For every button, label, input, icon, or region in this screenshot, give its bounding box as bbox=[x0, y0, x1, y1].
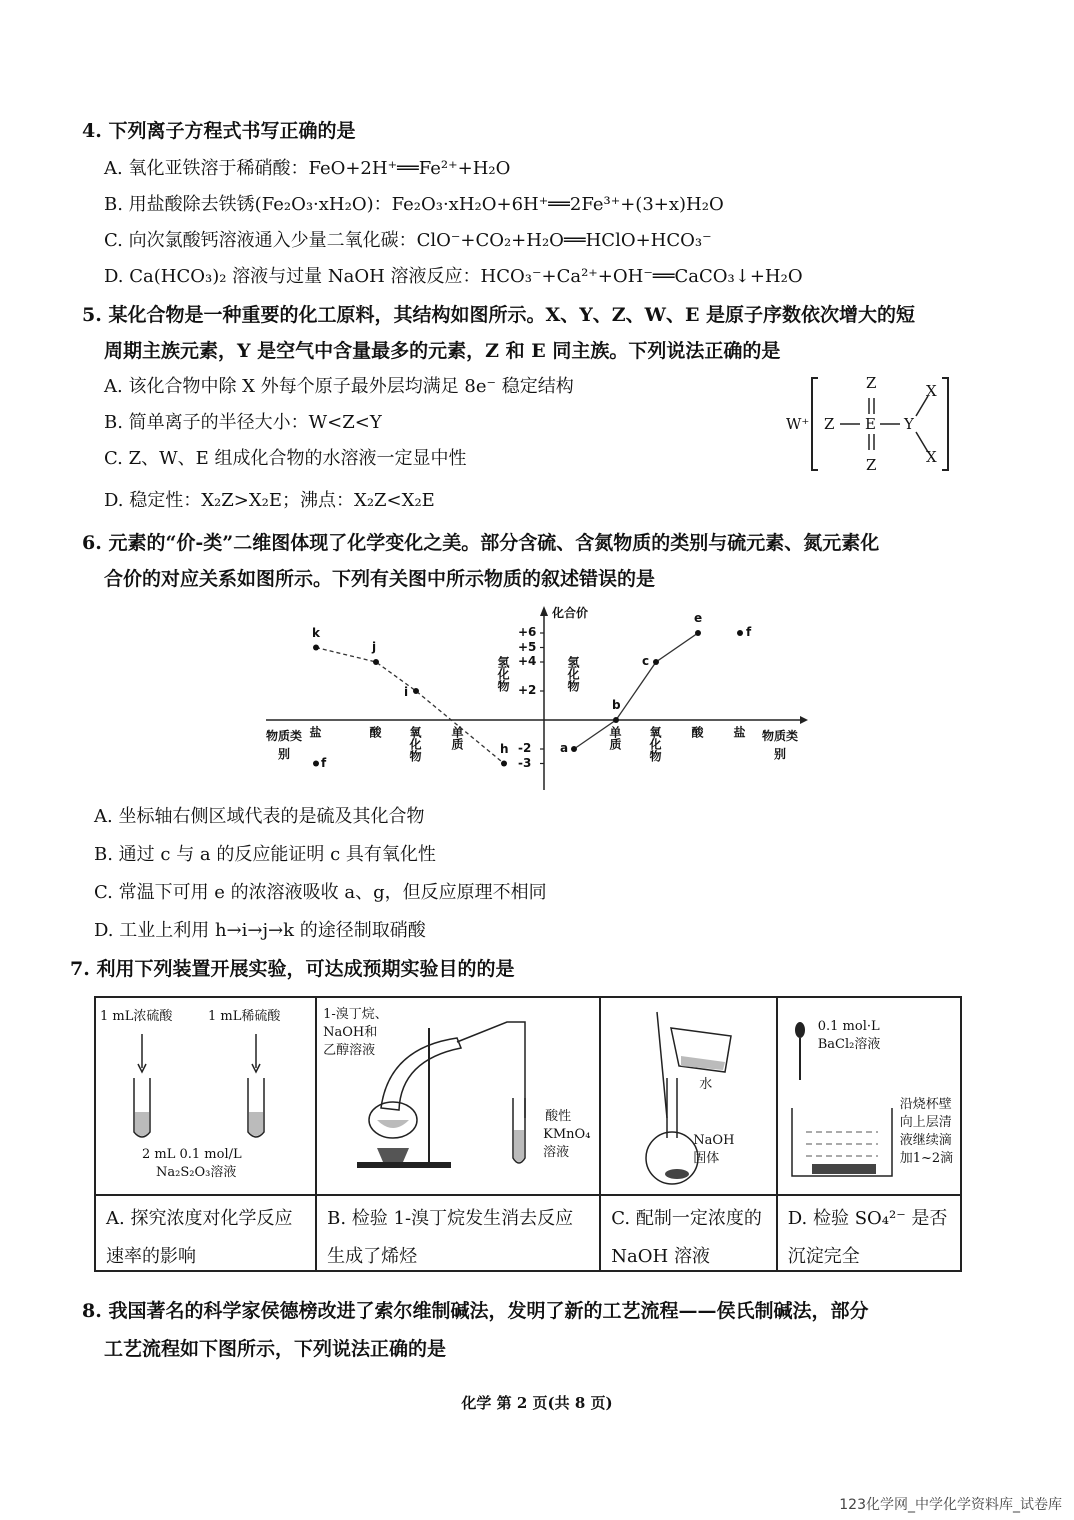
category-label-right: 氧化物 bbox=[648, 726, 662, 762]
apparatus-table bbox=[94, 996, 962, 1272]
category-label-left: 酸 bbox=[368, 726, 382, 738]
b-label-3: 乙醇溶液 bbox=[323, 1043, 376, 1058]
b-label-2: NaOH和 bbox=[323, 1025, 378, 1040]
structure-e: E bbox=[865, 415, 876, 433]
q5-option-b: B. 简单离子的半径大小：W<Z<Y bbox=[104, 412, 382, 433]
x-axis-arrow bbox=[800, 716, 808, 724]
y-tick-label: +4 bbox=[518, 654, 537, 668]
y-tick-label: -2 bbox=[518, 741, 532, 755]
q6-stem-line2: 合价的对应关系如图所示。下列有关图中所示物质的叙述错误的是 bbox=[104, 568, 656, 590]
y-axis-label: 化合价 bbox=[552, 606, 589, 620]
q6-option-d: D. 工业上利用 h→i→j→k 的途径制取硝酸 bbox=[94, 920, 426, 941]
point-c bbox=[653, 659, 659, 665]
point-label-h: h bbox=[500, 741, 509, 756]
apparatus-c bbox=[600, 997, 776, 1271]
category-label-right: 盐 bbox=[732, 726, 746, 738]
q8-stem-line2: 工艺流程如下图所示，下列说法正确的是 bbox=[104, 1338, 447, 1360]
point-h bbox=[501, 761, 507, 767]
category-label-right: 单质 bbox=[608, 726, 622, 750]
caption-b: B. 检验 1-溴丁烷发生消去反应生成了烯烃 bbox=[317, 1194, 599, 1270]
c-label-water: 水 bbox=[699, 1077, 713, 1092]
b-label-4: 酸性 bbox=[545, 1109, 572, 1124]
test-tubes-icon bbox=[96, 1028, 318, 1148]
c-label-solid: 固体 bbox=[693, 1151, 720, 1166]
y-tick-label: +5 bbox=[518, 639, 537, 654]
category-label-left: 盐 bbox=[308, 726, 322, 738]
y-tick-label: -3 bbox=[518, 755, 532, 770]
q6-option-c: C. 常温下可用 e 的浓溶液吸收 a、g，但反应原理不相同 bbox=[94, 882, 547, 903]
q6-option-b: B. 通过 c 与 a 的反应能证明 c 具有氧化性 bbox=[94, 844, 436, 865]
point-label-f: f bbox=[321, 755, 327, 770]
y-tick-label: +2 bbox=[518, 683, 537, 697]
structure-z-left: Z bbox=[824, 415, 835, 433]
q4-option-a: A. 氧化亚铁溶于稀硝酸：FeO+2H⁺══Fe²⁺+H₂O bbox=[104, 158, 511, 179]
b-label-6: 溶液 bbox=[543, 1145, 570, 1160]
category-label-left: 氧化物 bbox=[408, 726, 422, 762]
caption-c: C. 配制一定浓度的 NaOH 溶液 bbox=[601, 1194, 775, 1270]
c-label-naoh: NaOH bbox=[693, 1133, 735, 1148]
category-label-right: 氢化物 bbox=[566, 656, 580, 692]
sulfur-line bbox=[574, 633, 698, 749]
point-k bbox=[313, 645, 319, 651]
category-label-left: 氢化物 bbox=[496, 656, 510, 692]
d-label-2: BaCl₂溶液 bbox=[817, 1037, 881, 1052]
apparatus-d bbox=[777, 997, 961, 1271]
point-a bbox=[571, 746, 577, 752]
q5-stem-line1: 5. 某化合物是一种重要的化工原料，其结构如图所示。X、Y、Z、W、E 是原子序数依次增大的短 bbox=[82, 304, 916, 326]
point-label-f: f bbox=[746, 625, 752, 639]
point-label-i: i bbox=[404, 685, 409, 699]
point-e bbox=[695, 630, 701, 636]
q5-stem-line2: 周期主族元素，Y 是空气中含量最多的元素，Z 和 E 同主族。下列说法正确的是 bbox=[104, 340, 781, 362]
b-label-1: 1-溴丁烷、 bbox=[323, 1007, 388, 1022]
q4-option-b: B. 用盐酸除去铁锈(Fe₂O₃·xH₂O)：Fe₂O₃·xH₂O+6H⁺══2Fe³⁺+(3+x)H₂O bbox=[104, 194, 724, 215]
q4-option-d: D. Ca(HCO₃)₂ 溶液与过量 NaOH 溶液反应：HCO₃⁻+Ca²⁺+OH⁻══CaCO₃↓+H₂O bbox=[104, 266, 803, 287]
q8-stem-line1: 8. 我国著名的科学家侯德榜改进了索尔维制碱法，发明了新的工艺流程——侯氏制碱法，部分 bbox=[82, 1300, 869, 1322]
q7-stem: 7. 利用下列装置开展实验，可达成预期实验目的的是 bbox=[70, 958, 515, 980]
a-label-solution2: Na₂S₂O₃溶液 bbox=[156, 1165, 237, 1180]
b-label-5: KMnO₄ bbox=[543, 1127, 591, 1142]
point-f bbox=[313, 761, 319, 767]
x-axis-label-left: 物质类别 bbox=[266, 729, 303, 761]
q4-stem: 4. 下列离子方程式书写正确的是 bbox=[82, 120, 356, 142]
point-b bbox=[613, 717, 619, 723]
valence-class-chart bbox=[260, 600, 820, 800]
point-i bbox=[413, 688, 419, 694]
category-label-right: 酸 bbox=[690, 726, 704, 738]
point-label-e: e bbox=[694, 611, 703, 625]
d-label-4: 向上层清 bbox=[899, 1115, 952, 1130]
q5-option-a: A. 该化合物中除 X 外每个原子最外层均满足 8e⁻ 稳定结构 bbox=[104, 376, 574, 397]
point-j bbox=[373, 659, 379, 665]
a-label-dilute: 1 mL稀硫酸 bbox=[208, 1009, 281, 1024]
d-label-5: 液继续滴 bbox=[899, 1133, 952, 1148]
d-label-3: 沿烧杯壁 bbox=[899, 1097, 952, 1112]
q5-structure-figure bbox=[780, 374, 970, 474]
q4-option-c: C. 向次氯酸钙溶液通入少量二氧化碳：ClO⁻+CO₂+H₂O══HClO+HCO₃⁻ bbox=[104, 230, 712, 251]
point-label-k: k bbox=[312, 625, 320, 640]
q6-option-a: A. 坐标轴右侧区域代表的是硫及其化合物 bbox=[94, 806, 425, 827]
a-label-conc: 1 mL浓硫酸 bbox=[100, 1009, 173, 1024]
d-label-1: 0.1 mol·L bbox=[817, 1019, 880, 1034]
point-label-j: j bbox=[372, 640, 377, 654]
structure-z-bottom: Z bbox=[866, 456, 877, 474]
caption-d: D. 检验 SO₄²⁻ 是否沉淀完全 bbox=[778, 1194, 960, 1270]
structure-x-top: X bbox=[926, 382, 937, 400]
caption-a: A. 探究浓度对化学反应速率的影响 bbox=[96, 1194, 315, 1270]
elimination-apparatus-icon bbox=[337, 1008, 597, 1188]
apparatus-b bbox=[316, 997, 600, 1271]
point-label-a: a bbox=[560, 741, 569, 755]
x-axis-label-right: 物质类别 bbox=[762, 729, 799, 761]
structure-cation: W⁺ bbox=[786, 415, 810, 433]
apparatus-a bbox=[95, 997, 316, 1271]
q6-stem-line1: 6. 元素的“价-类”二维图体现了化学变化之美。部分含硫、含氮物质的类别与硫元素、氮元素化 bbox=[82, 532, 880, 554]
structure-z-top: Z bbox=[866, 374, 877, 392]
point-label-c: c bbox=[642, 654, 650, 668]
beaker-dropper-icon bbox=[788, 1008, 908, 1188]
watermark: 123化学网_中学化学资料库_试卷库 bbox=[839, 1497, 1062, 1513]
y-axis-arrow bbox=[540, 606, 548, 616]
page-footer: 化学 第 2 页(共 8 页) bbox=[461, 1394, 613, 1412]
point-label-b: b bbox=[612, 698, 621, 712]
category-label-left: 单质 bbox=[450, 726, 464, 750]
q5-option-d: D. 稳定性：X₂Z>X₂E；沸点：X₂Z<X₂E bbox=[104, 490, 435, 511]
d-label-6: 加1~2滴 bbox=[899, 1151, 954, 1166]
y-tick-label: +6 bbox=[518, 625, 537, 639]
q5-option-c: C. Z、W、E 组成化合物的水溶液一定显中性 bbox=[104, 448, 467, 469]
point-f bbox=[737, 630, 743, 636]
structure-x-bottom: X bbox=[926, 448, 937, 466]
structure-y: Y bbox=[904, 415, 914, 433]
a-label-solution1: 2 mL 0.1 mol/L bbox=[142, 1147, 242, 1162]
